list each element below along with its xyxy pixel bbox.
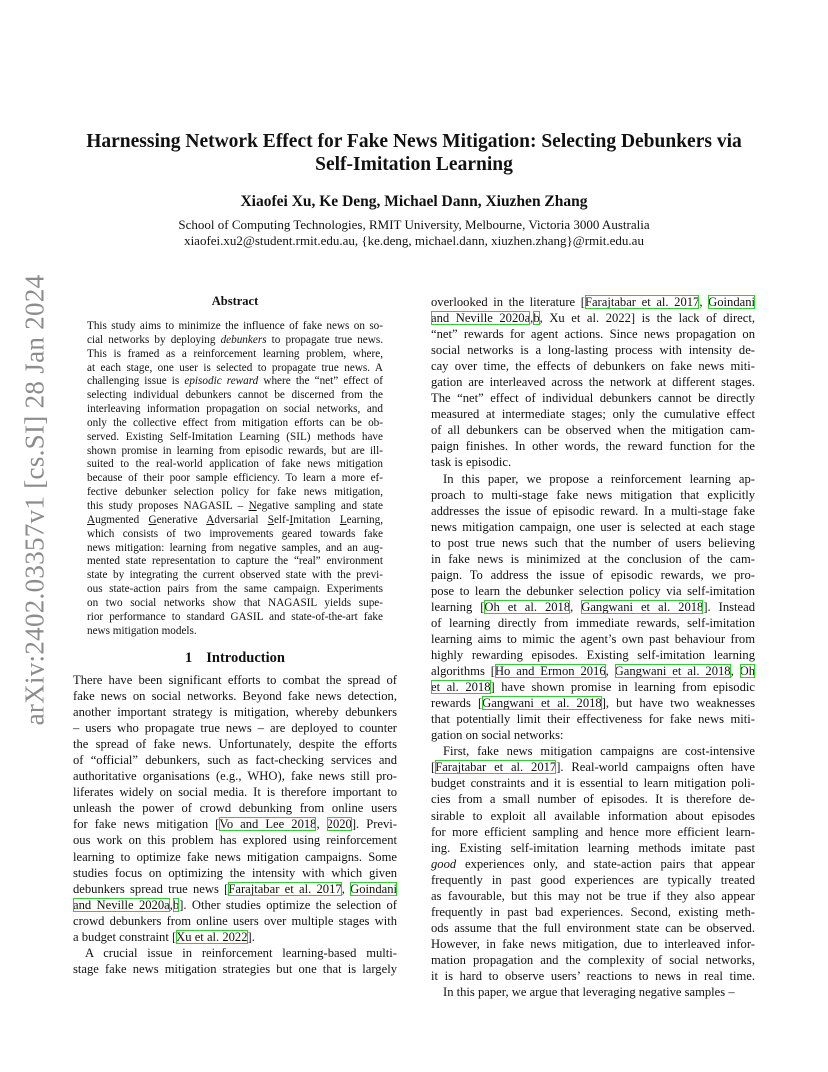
text-line: There have been significant efforts to combat the spread of xyxy=(73,673,397,687)
abstract-line: this study proposes NAGASIL – Negative sampling and state xyxy=(87,499,383,512)
text-line: stage fake news mitigation strategies but one that is largely xyxy=(73,961,397,976)
abstract-line: This is framed as a reinforcement learning problem, where, xyxy=(87,347,383,360)
abstract-line: mented state representation to capture the “real” environment xyxy=(87,555,383,568)
text-line: gation are interleaved across the network at different stages. xyxy=(431,375,755,390)
text-line: to post true news such that the number of users believing xyxy=(431,535,755,550)
section-title: Introduction xyxy=(206,650,285,666)
abstract-line: shown promise in learning from episodic rewards, but are ill- xyxy=(87,444,383,457)
abstract-body xyxy=(87,320,383,638)
text-line: in fake news is minimized at the conclusion of the cam- xyxy=(431,551,755,566)
text-line: The “net” effect of individual debunkers cannot be directly xyxy=(431,391,755,406)
text-line: it is hard to observe users’ reactions to news in real time. xyxy=(431,968,755,983)
text-line: good experiences only, and state-action pairs that appear xyxy=(431,856,755,871)
text-line: fake news on social networks. Beyond fake news detection, xyxy=(73,689,397,704)
text-line: social networks is a long-lasting process with intensity de- xyxy=(431,343,755,358)
text-line: crowd debunkers from online users over multiple stages with xyxy=(73,913,397,928)
text-line: gation on social networks: xyxy=(431,728,564,743)
abstract-line: interleaving information propagation on social networks, and xyxy=(87,403,383,416)
arxiv-stamp: arXiv:2402.03357v1 [cs.SI] 28 Jan 2024 xyxy=(19,274,50,726)
text-line: learning to optimize fake news mitigation campaigns. Some xyxy=(73,849,397,864)
abstract-line: rior performance to standard GASIL and state-of-the-art fake xyxy=(87,610,383,623)
text-line: ing. Existing self-imitation learning methods imitate past xyxy=(431,840,755,855)
text-line: of all debunkers can be observed when the mitigation cam- xyxy=(431,423,755,438)
abstract-line: served. Existing Self-Imitation Learning (SIL) methods have xyxy=(87,430,383,443)
text-line: for more efficient sampling and hence more efficient learn- xyxy=(431,824,755,839)
text-line: for fake news mitigation [Vo and Lee 2018, 2020]. Previ- xyxy=(73,817,397,832)
text-line: frequently in past bad experiences. Second, existing meth- xyxy=(431,904,755,919)
section-heading xyxy=(73,650,397,667)
text-line: measured at intermediate stages; only the cumulative effect xyxy=(431,407,755,422)
intro-right-column xyxy=(431,294,755,1000)
text-line: and Neville 2020a,b]. Other studies optimize the selection of xyxy=(73,897,397,912)
intro-left-column xyxy=(73,672,397,977)
abstract-line: only the collective effect from mitigation efforts can be ob- xyxy=(87,416,383,429)
text-line: algorithms [Ho and Ermon 2016, Gangwani et al. 2018, Oh xyxy=(431,664,756,679)
text-line: of “official” debunkers, such as fact-checking services and xyxy=(73,753,397,768)
abstract-line: news mitigation: learning from negative samples, and an aug- xyxy=(87,541,383,554)
text-line: A crucial issue in reinforcement learning-based multi- xyxy=(85,945,397,960)
text-line: pose to learn the debunker selection policy via self-imitation xyxy=(431,583,755,598)
abstract-line: because of their poor sample efficiency. To learn a more ef- xyxy=(87,472,383,485)
paper-title xyxy=(70,130,758,176)
affiliation-block xyxy=(70,217,758,249)
text-line: that potentially limit their effectiveness for fake news miti- xyxy=(431,712,755,727)
authors: Xiaofei Xu, Ke Deng, Michael Dann, Xiuzhen Zhang xyxy=(240,193,588,210)
abstract-line: state by integrating the current observed state with the previ- xyxy=(87,569,383,582)
text-line: studies focus on optimizing the intensity with which given xyxy=(73,865,397,880)
text-line: – users who propagate true news – are deployed to counter xyxy=(73,721,397,736)
abstract-line: which consists of two improvements geared towards fake xyxy=(87,527,383,540)
text-line: proach to multi-stage fake news mitigation that explicitly xyxy=(431,487,755,502)
text-line: debunkers spread true news [Farajtabar et al. 2017, Goindani xyxy=(73,881,397,896)
text-line: cay over time, the effects of debunkers on fake news miti- xyxy=(431,359,755,374)
abstract-line: cial networks by deploying debunkers to propagate true news. xyxy=(87,333,383,346)
text-line: budget constraints and it is essential to learn mitigation poli- xyxy=(431,776,755,791)
emails: xiaofei.xu2@student.rmit.edu.au, {ke.deng, michael.dann, xiuzhen.zhang}@rmit.edu.au xyxy=(184,233,644,248)
text-line: sirable to exploit all available information about episodes xyxy=(431,808,755,823)
text-line: task is episodic. xyxy=(431,455,512,470)
text-line: highly rewarding episodes. Existing self-imitation learning xyxy=(431,648,755,663)
text-line: overlooked in the literature [Farajtabar et al. 2017, Goindani xyxy=(431,295,755,309)
text-line: unleash the power of crowd debunking from online users xyxy=(73,801,397,816)
abstract-line: challenging issue is episodic reward where the “net” effect of xyxy=(87,375,383,388)
text-line: In this paper, we argue that leveraging negative samples – xyxy=(443,985,735,1000)
text-line: paign. To address the issue of episodic rewards, we pro- xyxy=(431,567,755,582)
abstract-line: suited to the real-world application of fake news mitigation xyxy=(87,458,383,471)
text-line: “net” rewards for agent actions. Since news propagation on xyxy=(431,327,755,342)
abstract-line: news mitigation models. xyxy=(87,624,197,637)
text-line: and Neville 2020a,b, Xu et al. 2022] is the lack of direct, xyxy=(431,311,755,326)
text-line: learning [Oh et al. 2018, Gangwani et al. 2018]. Instead xyxy=(431,599,756,614)
abstract-line: Augmented Generative Adversarial Self-Imitation Learning, xyxy=(87,513,383,526)
abstract-line: ous state-action pairs from the same campaign. Experiments xyxy=(87,583,383,596)
text-line: frequently in past good experiences are typically treated xyxy=(431,872,755,887)
text-line: In this paper, we propose a reinforcement learning ap- xyxy=(443,471,755,486)
text-line: ous work on this problem has explored using reinforcement xyxy=(73,833,397,848)
abstract-line: fective debunker selection policy for fake news mitigation, xyxy=(87,486,383,499)
text-line: learning aims to mimic the agent’s own past behaviour from xyxy=(431,631,755,646)
abstract-line: on two social networks show that NAGASIL yields supe- xyxy=(87,596,383,609)
text-line: addresses the issue of episodic reward. In a multi-stage fake xyxy=(431,503,755,518)
abstract-heading: Abstract xyxy=(211,294,259,308)
title-line: Harnessing Network Effect for Fake News Mitigation: Selecting Debunkers via xyxy=(86,131,742,152)
text-line: mation propagation and the complexity of social networks, xyxy=(431,952,755,967)
text-line: news mitigation campaign, one user is selected at each stage xyxy=(431,519,755,534)
text-line: cies from a small number of episodes. It is therefore de- xyxy=(431,792,755,807)
text-line: the spread of fake news. Unfortunately, despite the efforts xyxy=(73,737,397,752)
affiliation: School of Computing Technologies, RMIT University, Melbourne, Victoria 3000 Australia xyxy=(178,217,650,232)
text-line: as favourable, but this may not be true if they also appear xyxy=(431,888,755,903)
text-line: First, fake news mitigation campaigns are cost-intensive xyxy=(443,744,755,759)
abstract-line: selecting individual debunkers cannot be discerned from the xyxy=(87,389,383,402)
text-line: another important strategy is mitigation, whereby debunkers xyxy=(73,705,397,720)
text-line: liferates widely on social media. It is therefore important to xyxy=(73,785,397,800)
abstract-line: This study aims to minimize the influence of fake news on so- xyxy=(87,320,383,332)
text-line: authoritative organisations (e.g., WHO), fake news still pro- xyxy=(73,769,397,784)
text-line: a budget constraint [Xu et al. 2022]. xyxy=(73,929,255,944)
text-line: of learning directly from immediate rewards, self-imitation xyxy=(431,615,755,630)
text-line: [Farajtabar et al. 2017]. Real-world campaigns often have xyxy=(431,760,755,775)
text-line: paign finishes. In other words, the reward function for the xyxy=(431,439,755,454)
title-line: Self-Imitation Learning xyxy=(315,154,513,175)
text-line: However, in fake news mitigation, due to interleaved infor- xyxy=(431,936,755,951)
section-number: 1 xyxy=(185,650,193,666)
text-line: ods assume that the full environment state can be observed. xyxy=(431,920,755,935)
text-line: rewards [Gangwani et al. 2018], but have two weaknesses xyxy=(431,696,755,711)
abstract-line: at each stage, one user is selected to propagate true news. A xyxy=(87,361,383,374)
text-line: et al. 2018] have shown promise in learning from episodic xyxy=(431,680,755,695)
